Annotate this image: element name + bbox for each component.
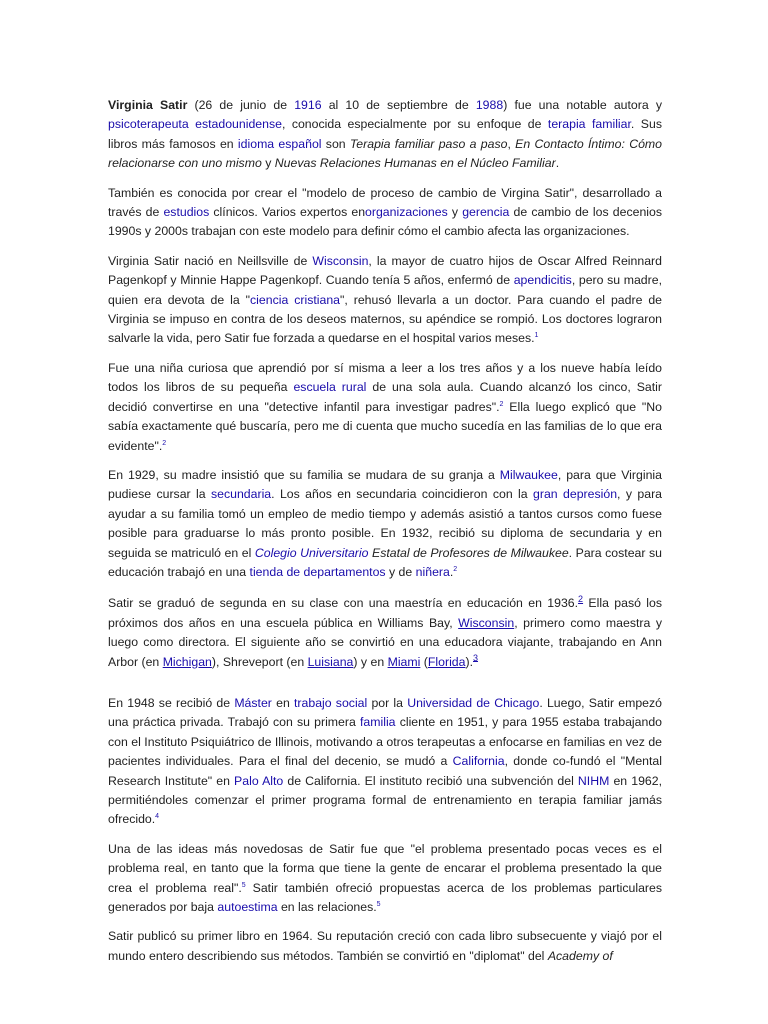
link-michigan[interactable]: Michigan <box>162 654 212 669</box>
book-title: En Contacto Íntimo: Cómo relacionarse con uno mismo <box>108 136 662 171</box>
paragraph-master: En 1948 se recibió de Máster en trabajo social por la Universidad de Chicago. Luego, Satir empezó una práctica privada. Trabajó con su primera familia cliente en 1951, y para 1955 estaba trabajando con el Instituto Psiquiátrico de Illinois, motivando a otros terapeutas a enfocarse en familias en vez de pacientes individuales. Para el final del decenio, se mudó a California, donde co-fundó el "Mental Research Institute" en Palo Alto de California. El instituto recibió una subvención del NIHM en 1962, permitiéndoles comenzar el primer programa formal de entrenamiento en terapia familiar jamás ofrecido.$^4$ <box>108 695 663 827</box>
footnote-ref[interactable]: 3 <box>473 652 479 663</box>
footnote-ref[interactable]: 2 <box>499 400 504 408</box>
link-ciencia-cristiana[interactable]: ciencia cristiana <box>250 292 341 307</box>
link-familia[interactable]: familia <box>359 715 396 730</box>
book-title: Terapia familiar paso a paso <box>349 136 508 151</box>
link-terapia-familiar[interactable]: terapia familiar <box>547 117 631 132</box>
link-escuela-rural[interactable]: escuela rural <box>293 380 367 395</box>
footnote-ref[interactable]: 2 <box>162 439 167 447</box>
link-gerencia[interactable]: gerencia <box>462 205 510 220</box>
link-palo-alto[interactable]: Palo Alto <box>234 773 284 788</box>
link-luisiana[interactable]: Luisiana <box>307 654 354 669</box>
link-estudios[interactable]: estudios <box>163 205 210 220</box>
footnote-ref[interactable]: 2 <box>578 594 584 605</box>
link-milwaukee[interactable]: Milwaukee <box>499 467 558 482</box>
footnote-ref[interactable]: 4 <box>155 813 160 821</box>
link-psicoterapeuta[interactable]: psicoterapeuta estadounidense <box>108 117 282 132</box>
footnote-ref[interactable]: 2 <box>453 565 458 573</box>
link-apendicitis[interactable]: apendicitis <box>513 273 572 288</box>
link-1916[interactable]: 1916 <box>294 98 322 112</box>
link-california[interactable]: California <box>452 754 505 769</box>
link-wisconsin[interactable]: Wisconsin <box>458 615 515 630</box>
paragraph-infancia: Virginia Satir nació en Neillsville de Wisconsin, la mayor de cuatro hijos de Oscar Alfred Reinnard Pagenkopf y Minnie Happe Pagenkopf. Cuando tenía 5 años, enfermó de apendicitis, pero su madre, quien era devota de la "ciencia cristiana", rehusó llevarla a un doctor. Para cuando el padre de Virginia se impuso en contra de los deseos maternos, su apéndice se rompió. Los doctores lograron salvarle la vida, pero Satir fue forzada a quedarse en el hospital varios meses.$^1$ <box>108 253 663 346</box>
link-nihm[interactable]: NIHM <box>577 773 610 788</box>
article-body <box>108 96 662 976</box>
link-florida[interactable]: Florida <box>427 654 466 669</box>
paragraph-curiosa: Fue una niña curiosa que aprendió por sí misma a leer a los tres años y a los nueve había leído todos los libros de su pequeña escuela rural de una sola aula. Cuando alcanzó los cinco, Satir decidió convertirse en una "detective infantil para investigar padres".$^2$ Ella luego explicó que "No sabía exactamente qué buscaría, pero me di cuenta que mucho sucedía en las familias de lo que era evidente".$^2$ <box>108 360 662 453</box>
paragraph-ideas: Una de las ideas más novedosas de Satir fue que "el problema presentado pocas veces es el problema real, en tanto que la forma que tiene la gente de encarar el problema presentado la que crea el problema real".$^5$ Satir también ofreció propuestas acerca de los problemas particulares generados por baja autoestima en las relaciones.$^5$ <box>108 841 663 915</box>
book-title: Nuevas Relaciones Humanas en el Núcleo Familiar <box>274 156 556 171</box>
link-wisconsin[interactable]: Wisconsin <box>312 253 369 268</box>
link-tienda-departamentos[interactable]: tienda de departamentos <box>249 564 386 579</box>
link-trabajo-social[interactable]: trabajo social <box>294 695 368 710</box>
footnote-ref[interactable]: 1 <box>534 332 539 340</box>
subject-name: Virginia Satir <box>108 98 188 112</box>
footnote-ref[interactable]: 5 <box>376 900 381 908</box>
link-idioma-espanol[interactable]: idioma español <box>237 136 322 151</box>
link-gran-depresion[interactable]: gran depresión <box>533 487 618 502</box>
link-master[interactable]: Máster <box>234 695 272 710</box>
footnote-ref[interactable]: 5 <box>241 881 246 889</box>
paragraph-modelo: También es conocida por crear el "modelo de proceso de cambio de Virgina Satir", desarrollado a través de estudios clínicos. Varios expertos enorganizaciones y gerencia de cambio de los decenios 1990s y 2000s trabajan con este modelo para definir cómo el cambio afecta las organizaciones. <box>108 185 662 239</box>
link-colegio-universitario[interactable]: Colegio Universitario <box>254 545 369 560</box>
link-secundaria[interactable]: secundaria <box>210 487 272 502</box>
paragraph-intro: Virginia Satir (26 de junio de 1916 al 10 de septiembre de 1988) fue una notable autora y psicoterapeuta estadounidense, conocida especialmente por su enfoque de terapia familiar. Sus libros más famosos en idioma español son Terapia familiar paso a paso, En Contacto Íntimo: Cómo relacionarse con uno mismo y Nuevas Relaciones Humanas en el Núcleo Familiar. <box>108 98 662 171</box>
link-universidad-chicago[interactable]: Universidad de Chicago <box>407 695 540 710</box>
link-ninera[interactable]: niñera <box>415 564 450 579</box>
paragraph-milwaukee: En 1929, su madre insistió que su familia se mudara de su granja a Milwaukee, para que Virginia pudiese cursar la secundaria. Los años en secundaria coincidieron con la gran depresión, y para ayudar a su familia tomó un empleo de medio tiempo y además asistió a tantos cursos como fuese posible para graduarse lo más pronto posible. En 1932, recibió su diploma de secundaria y en seguida se matriculó en el Colegio Universitario Estatal de Profesores de Milwaukee. Para costear su educación trabajó en una tienda de departamentos y de niñera.$^2$ <box>108 467 662 579</box>
link-1988[interactable]: 1988 <box>475 98 504 112</box>
link-miami[interactable]: Miami <box>387 654 421 669</box>
link-autoestima[interactable]: autoestima <box>217 900 278 915</box>
link-organizaciones[interactable]: organizaciones <box>365 205 448 220</box>
paragraph-publicaciones: Satir publicó su primer libro en 1964. Su reputación creció con cada libro subsecuente y viajó por el mundo entero describiendo sus métodos. También se convirtió en "diplomat" del Academy of <box>108 929 662 963</box>
paragraph-maestria: Satir se graduó de segunda en su clase con una maestría en educación en 1936.$^2$ Ella pasó los próximos dos años en una escuela pública en Williams Bay, Wisconsin, primero como maestra y luego como directora. El siguiente año se convirtió en una educadora viajante, trabajando en Ann Arbor (en Michigan), Shreveport (en Luisiana) y en Miami (Florida).$^3$ <box>108 594 662 669</box>
